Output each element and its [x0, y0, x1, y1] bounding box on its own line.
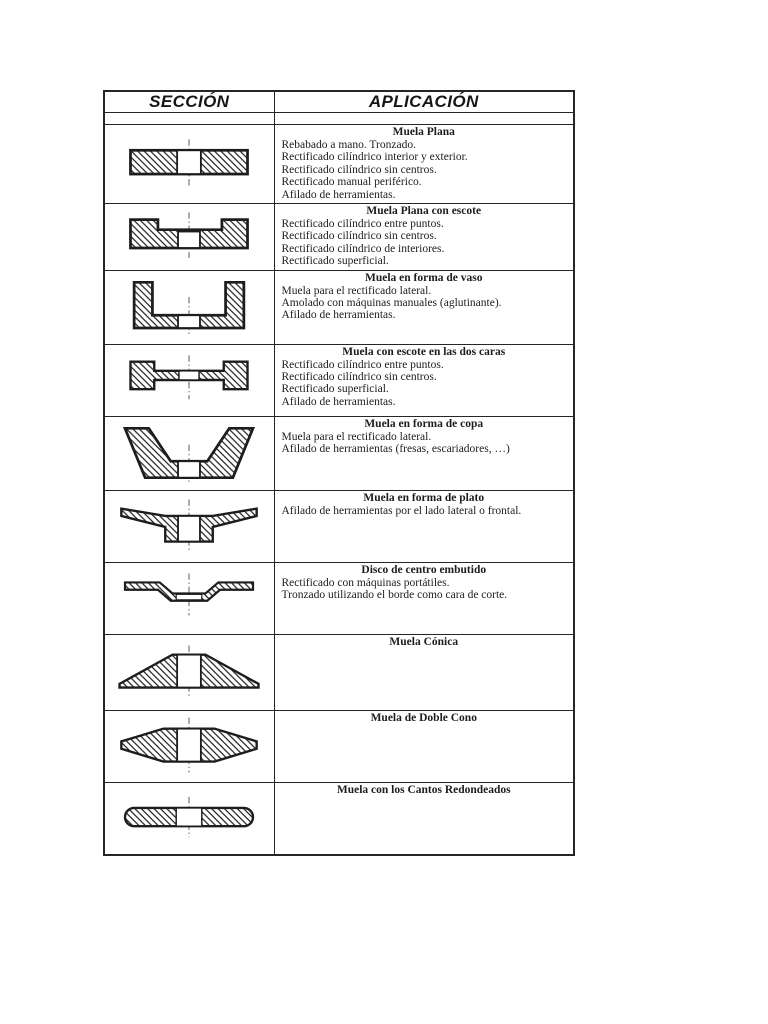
application-cell	[274, 204, 574, 271]
section-cell	[104, 344, 274, 416]
application-line: Afilado de herramientas.	[281, 395, 396, 408]
spacer-cell	[274, 113, 574, 125]
section-cell	[104, 270, 274, 344]
application-lines	[282, 577, 567, 602]
section-diagram-muela-doble-cono-icon	[112, 714, 266, 778]
section-cell	[104, 416, 274, 490]
table-row	[104, 204, 574, 271]
section-cell	[104, 562, 274, 634]
table-row	[104, 344, 574, 416]
section-diagram-muela-escote-dos-caras-icon	[112, 348, 266, 412]
grinding-wheel-table	[103, 90, 575, 856]
section-diagram-disco-centro-embutido-icon	[112, 566, 266, 630]
table-row	[104, 416, 574, 490]
table-row	[104, 634, 574, 710]
diagram-slot	[105, 348, 274, 412]
table-row	[104, 490, 574, 562]
diagram-slot	[105, 786, 274, 850]
diagram-slot	[105, 714, 274, 778]
application-line: Rectificado cilíndrico sin centros.	[281, 371, 437, 384]
application-line: Muela para el rectificado lateral.	[281, 430, 432, 443]
section-cell	[104, 125, 274, 204]
application-line: Tronzado utilizando el borde como cara de corte.	[281, 589, 508, 602]
section-diagram-muela-cantos-redondeados-icon	[112, 786, 266, 850]
application-line: Rectificado superficial.	[281, 255, 389, 268]
section-cell	[104, 490, 274, 562]
row-title: Muela con los Cantos Redondeados	[336, 783, 511, 796]
row-title: Disco de centro embutido	[361, 563, 487, 576]
table-spacer-row	[104, 113, 574, 125]
diagram-slot	[105, 421, 274, 485]
application-lines	[282, 505, 567, 517]
application-cell	[274, 125, 574, 204]
diagram-slot	[105, 132, 274, 196]
application-line: Afilado de herramientas.	[281, 188, 396, 201]
application-line: Rectificado manual periférico.	[281, 176, 422, 189]
row-title: Muela en forma de plato	[363, 491, 485, 504]
section-diagram-muela-plato-icon	[112, 494, 266, 558]
row-title: Muela Plana	[392, 126, 455, 138]
row-title: Muela en forma de copa	[364, 417, 484, 430]
application-cell	[274, 344, 574, 416]
section-diagram-muela-vaso-icon	[112, 275, 266, 339]
application-line: Rebabado a mano. Tronzado.	[281, 139, 416, 151]
application-line: Rectificado superficial.	[281, 383, 389, 396]
application-lines	[282, 285, 567, 322]
application-line: Rectificado cilíndrico de interiores.	[281, 242, 445, 255]
application-cell	[274, 562, 574, 634]
section-cell	[104, 204, 274, 271]
application-line: Rectificado cilíndrico sin centros.	[281, 163, 437, 176]
spacer-cell	[104, 113, 274, 125]
diagram-slot	[105, 640, 274, 704]
table-row	[104, 270, 574, 344]
application-line: Rectificado cilíndrico sin centros.	[281, 230, 437, 243]
application-cell	[274, 634, 574, 710]
application-lines	[282, 218, 567, 268]
row-title: Muela Cónica	[389, 635, 459, 648]
diagram-slot	[105, 494, 274, 558]
application-line: Afilado de herramientas por el lado lateral o frontal.	[281, 504, 522, 517]
application-line: Afilado de herramientas.	[281, 309, 396, 322]
application-line: Rectificado con máquinas portátiles.	[281, 576, 450, 589]
table-row	[104, 125, 574, 204]
section-diagram-muela-copa-icon	[112, 421, 266, 485]
diagram-slot	[105, 205, 274, 269]
section-diagram-muela-plana-icon	[112, 132, 266, 196]
row-title: Muela de Doble Cono	[370, 711, 477, 724]
application-line: Amolado con máquinas manuales (aglutinante).	[281, 297, 502, 310]
application-lines	[282, 359, 567, 409]
application-line: Muela para el rectificado lateral.	[281, 284, 432, 297]
table-row	[104, 562, 574, 634]
column-header-aplicacion: APLICACIÓN	[274, 91, 574, 113]
table-header-row	[104, 91, 574, 113]
section-cell	[104, 782, 274, 855]
row-title: Muela con escote en las dos caras	[342, 345, 506, 358]
row-title: Muela en forma de vaso	[364, 271, 483, 284]
column-header-seccion: SECCIÓN	[104, 91, 274, 113]
application-line: Rectificado cilíndrico entre puntos.	[281, 218, 444, 231]
diagram-slot	[105, 275, 274, 339]
application-cell	[274, 782, 574, 855]
section-cell	[104, 710, 274, 782]
application-cell	[274, 710, 574, 782]
application-cell	[274, 270, 574, 344]
row-title: Muela Plana con escote	[366, 205, 482, 218]
application-line: Afilado de herramientas (fresas, escariadores, …)	[281, 443, 510, 456]
table-row	[104, 710, 574, 782]
table-row	[104, 782, 574, 855]
section-diagram-muela-conica-icon	[112, 640, 266, 704]
diagram-slot	[105, 566, 274, 630]
application-line: Rectificado cilíndrico interior y exterior.	[281, 151, 468, 164]
application-lines	[282, 139, 567, 201]
application-cell	[274, 490, 574, 562]
application-lines	[282, 431, 567, 456]
application-cell	[274, 416, 574, 490]
section-diagram-muela-plana-con-escote-icon	[112, 205, 266, 269]
section-cell	[104, 634, 274, 710]
application-line: Rectificado cilíndrico entre puntos.	[281, 358, 444, 371]
